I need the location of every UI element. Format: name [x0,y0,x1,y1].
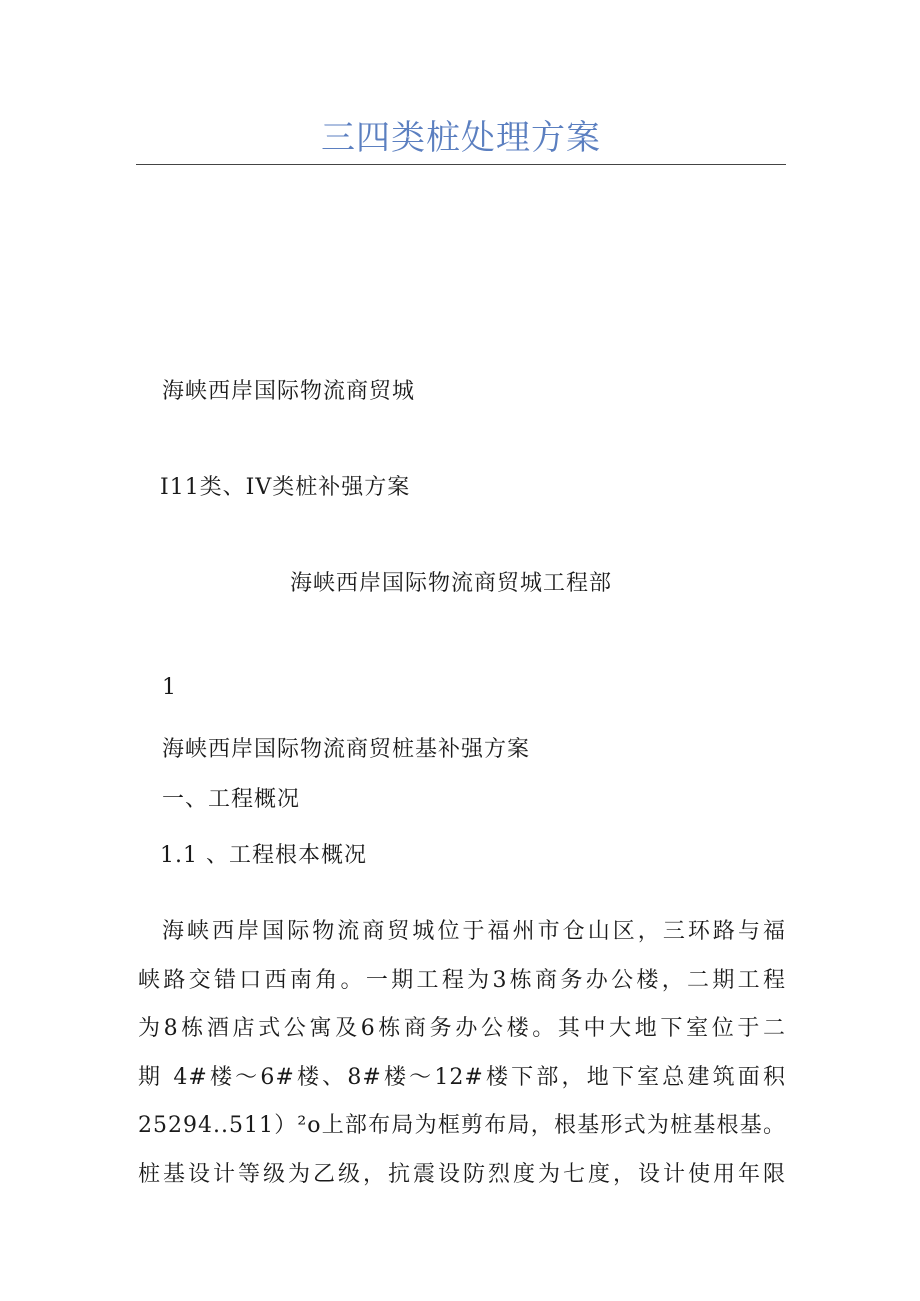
paragraph-line: 海峡西岸国际物流商贸城位于福州市仓山区，三环路与福 [162,919,786,944]
section-heading-1: 一、工程概况 [162,787,301,812]
project-name: 海峡西岸国际物流商贸城 [162,379,416,404]
document-title: 三四类桩处理方案 [321,118,601,158]
main-heading: 海峡西岸国际物流商贸桩基补强方案 [162,737,531,762]
paragraph-line: 期 4#楼～6#楼、8#楼～12#楼下部，地下室总建筑面积 [138,1064,786,1090]
paragraph-line: 桩基设计等级为乙级，抗震设防烈度为七度，设计使用年限 [138,1161,786,1187]
plan-subtitle: I11类、IV类桩补强方案 [160,475,411,500]
department-name: 海峡西岸国际物流商贸城工程部 [290,571,613,596]
paragraph-line: 25294..511）²o上部布局为框剪布局，根基形式为桩基根基。 [138,1113,786,1139]
title-underline [136,164,786,165]
paragraph-line: 峡路交错口西南角。一期工程为3栋商务办公楼，二期工程 [138,967,786,993]
page-number: 1 [162,675,177,700]
body-paragraph [138,908,786,1200]
paragraph-line: 为8栋酒店式公寓及6栋商务办公楼。其中大地下室位于二 [138,1016,786,1042]
section-heading-1-1: 1.1 、工程根本概况 [160,843,367,868]
